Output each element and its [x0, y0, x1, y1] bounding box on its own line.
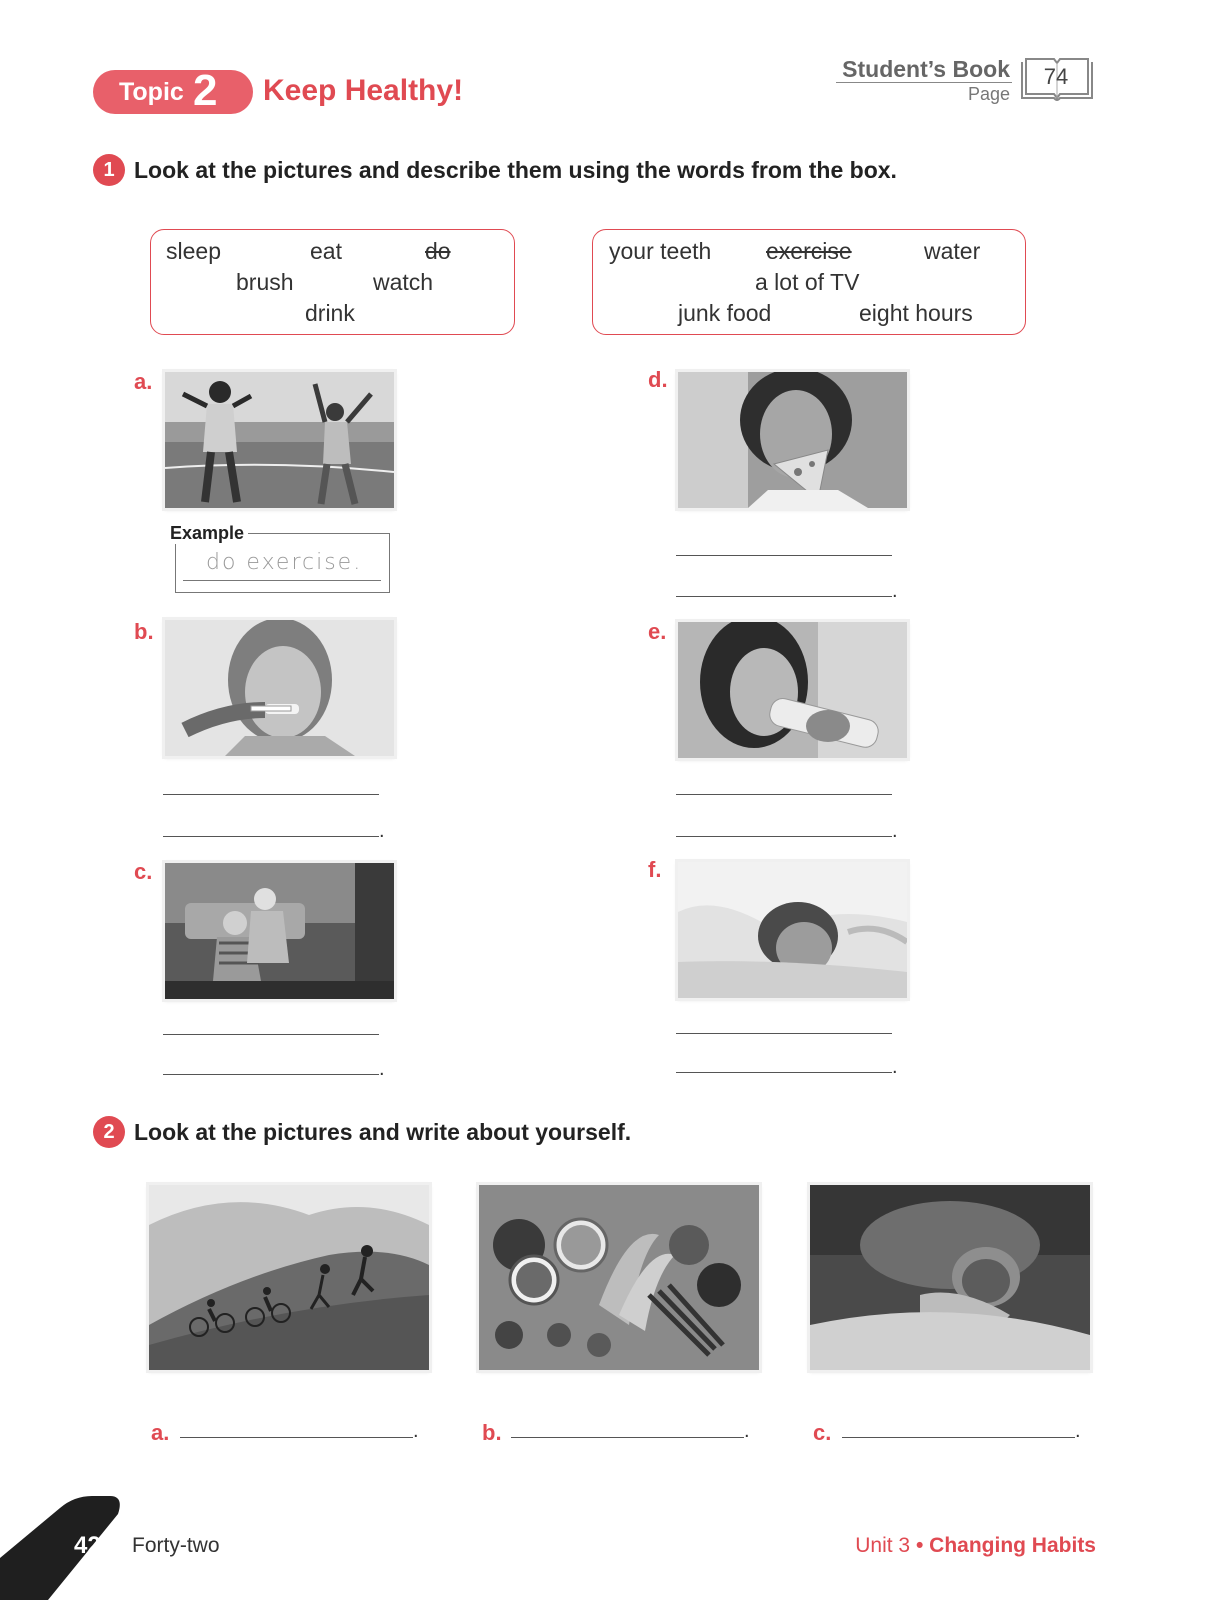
topic-badge: [93, 66, 253, 115]
students-book-page-number: 74: [1043, 64, 1069, 89]
children-running-photo: [165, 372, 394, 508]
word-eat: eat: [310, 238, 342, 264]
answer-period-f: .: [892, 1056, 898, 1078]
word-sleep: sleep: [166, 238, 221, 264]
item-2c-label: c.: [813, 1420, 832, 1445]
answer-line-c-1[interactable]: [163, 1034, 379, 1035]
family-cycling-running-photo: [149, 1185, 429, 1370]
item-b-label: b.: [134, 619, 154, 644]
unit-label: Unit 3: [855, 1534, 911, 1557]
word-your-teeth: your teeth: [609, 238, 712, 264]
answer-period-d: .: [892, 580, 898, 602]
answer-period-2a: .: [413, 1420, 419, 1442]
girl-eating-pizza-photo: [678, 372, 907, 508]
answer-period-2b: .: [744, 1420, 750, 1442]
word-drink: drink: [305, 300, 355, 326]
answer-line-d-1[interactable]: [676, 555, 892, 556]
section-2-number: 2: [93, 1116, 125, 1148]
answer-period-e: .: [892, 820, 898, 842]
example-answer: do exercise.: [206, 550, 363, 575]
item-f-label: f.: [648, 857, 662, 882]
section-1-number: 1: [93, 154, 125, 186]
page-corner-tab: [0, 1480, 140, 1600]
example-label: Example: [170, 523, 248, 544]
answer-line-f-2[interactable]: [676, 1072, 892, 1073]
students-book-label: Student’s Book: [842, 56, 1010, 82]
topic-word: Topic: [119, 78, 184, 106]
answer-line-e-2[interactable]: [676, 836, 892, 837]
word-watch: watch: [373, 269, 434, 295]
unit-title: [855, 1534, 1096, 1558]
word-do-crossed: do: [425, 238, 451, 264]
word-exercise-crossed: exercise: [766, 238, 852, 264]
word-eight-hours: eight hours: [859, 300, 973, 326]
answer-line-e-1[interactable]: [676, 794, 892, 795]
answer-line-f-1[interactable]: [676, 1033, 892, 1034]
section-1-instruction: Look at the pictures and describe them using the words from the box.: [134, 157, 897, 183]
answer-line-b-1[interactable]: [163, 794, 379, 795]
topic-title: Keep Healthy!: [263, 74, 464, 107]
word-brush: brush: [236, 269, 294, 295]
girl-sleeping-photo: [810, 1185, 1090, 1370]
item-2a-label: a.: [151, 1420, 170, 1445]
kids-watching-tv-photo: [165, 863, 394, 999]
unit-name: Changing Habits: [929, 1534, 1096, 1557]
students-book-page-label: Page: [967, 84, 1010, 104]
answer-line-d-2[interactable]: [676, 596, 892, 597]
answer-line-c-2[interactable]: [163, 1074, 379, 1075]
unit-bullet: •: [915, 1534, 924, 1557]
boy-sleeping-photo: [678, 862, 907, 998]
page-number-word: Forty-two: [132, 1534, 220, 1557]
word-water: water: [924, 238, 981, 264]
answer-period-2c: .: [1075, 1420, 1081, 1442]
girl-brushing-teeth-photo: [165, 620, 394, 756]
answer-period-c: .: [379, 1058, 385, 1080]
example-underline: [183, 580, 381, 581]
page-number: 42: [74, 1532, 101, 1559]
item-c-label: c.: [134, 859, 153, 884]
item-d-label: d.: [648, 367, 668, 392]
word-a-lot-of-tv: a lot of TV: [755, 269, 860, 295]
answer-period-b: .: [379, 820, 385, 842]
word-junk-food: junk food: [678, 300, 772, 326]
item-2b-label: b.: [482, 1420, 502, 1445]
fruits-vegetables-photo: [479, 1185, 759, 1370]
item-a-label: a.: [134, 369, 153, 394]
students-book-rule: [836, 82, 1012, 83]
answer-line-2b[interactable]: [511, 1437, 744, 1438]
item-e-label: e.: [648, 619, 667, 644]
answer-line-2c[interactable]: [842, 1437, 1075, 1438]
answer-line-b-2[interactable]: [163, 836, 379, 837]
girl-drinking-water-photo: [678, 622, 907, 758]
section-2-instruction: Look at the pictures and write about yourself.: [134, 1119, 632, 1145]
answer-line-2a[interactable]: [180, 1437, 413, 1438]
topic-number: 2: [193, 66, 218, 115]
